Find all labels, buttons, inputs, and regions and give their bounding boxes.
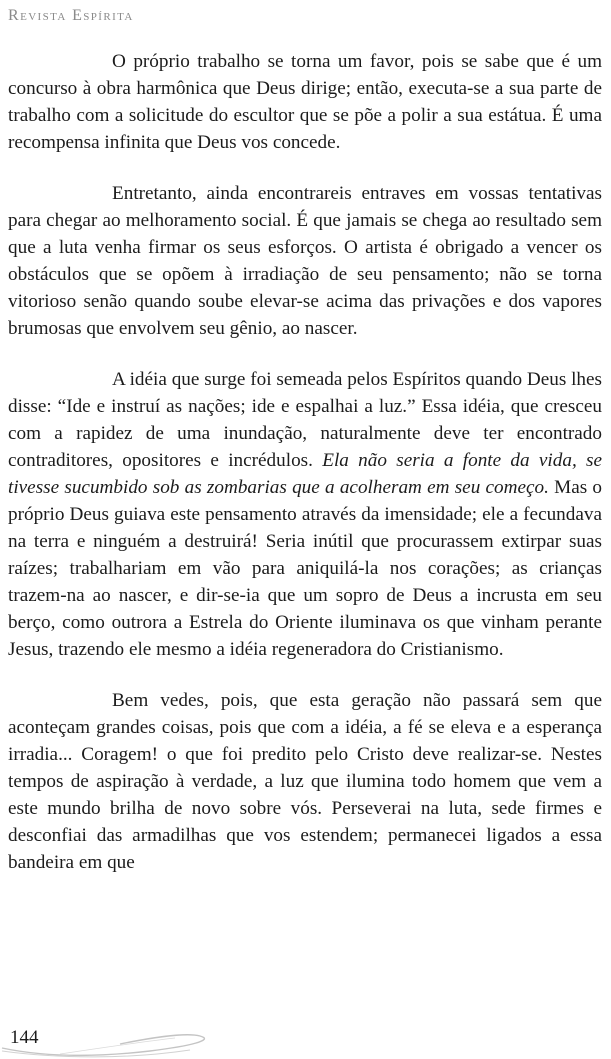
- paragraph-3: [8, 366, 602, 663]
- paragraph-4: Bem vedes, pois, que esta geração não passará sem que aconteçam grandes coisas, pois que com a idéia, a fé se eleva e a esperança irradia... Coragem! o que foi predito pelo Cristo deve realizar-se. Nestes tempos de aspiração à verdade, a luz que ilumina todo homem que vem a este mundo brilha de novo sobre vós. Perseverai na luta, sede firmes e desconfiai das armadilhas que vos estendem; permanecei ligados a essa bandeira em que: [8, 690, 602, 873]
- paragraph-1: O próprio trabalho se torna um favor, pois se sabe que é um concurso à obra harmônica que Deus dirige; então, executa-se a sua parte de trabalho com a solicitude do escultor que se põe a polir a sua estátua. É uma recompensa infinita que Deus vos concede.: [8, 51, 602, 153]
- paragraph-3-text-after: Mas o próprio Deus guiava este pensamento através da imensidade; ele a fecundava na terra e ninguém a destruirá! Seria inútil que procurassem extirpar suas raízes; trabalhariam em vão para aniquilá-la nos corações; as crianças trazem-na ao nascer, e dir-se-ia que um sopro de Deus a incrusta em seu berço, como outrora a Estrela do Oriente iluminava os que vinham perante Jesus, trazendo ele mesmo a idéia regeneradora do Cristianismo.: [8, 477, 602, 660]
- swash-ornament-icon: [0, 1018, 260, 1059]
- paragraph-3-italic-text: Ela não seria a fonte da vida, se tivesse sucumbido sob as zombarias que a acolheram em seu começo.: [8, 450, 603, 498]
- page-body: [8, 48, 602, 900]
- running-head: Revista Espírita: [8, 7, 134, 24]
- paragraph-2: Entretanto, ainda encontrareis entraves em vossas tentativas para chegar ao melhoramento social. É que jamais se chega ao resultado sem que a luta venha firmar os seus esforços. O artista é obrigado a vencer os obstáculos que se opõem à irradiação de seu pensamento; não se torna vitorioso senão quando soube elevar-se acima das privações e dos vapores brumosas que envolvem seu gênio, ao nascer.: [8, 183, 602, 339]
- page-number: 144: [10, 1027, 39, 1048]
- paragraph-3-text-before: A idéia que surge foi semeada pelos Espíritos quando Deus lhes disse: “Ide e instruí as nações; ide e espalhai a luz.” Essa idéia, que cresceu com a rapidez de uma inundação, naturalmente deve ter encontrado contraditores, opositores e incrédulos.: [8, 369, 602, 471]
